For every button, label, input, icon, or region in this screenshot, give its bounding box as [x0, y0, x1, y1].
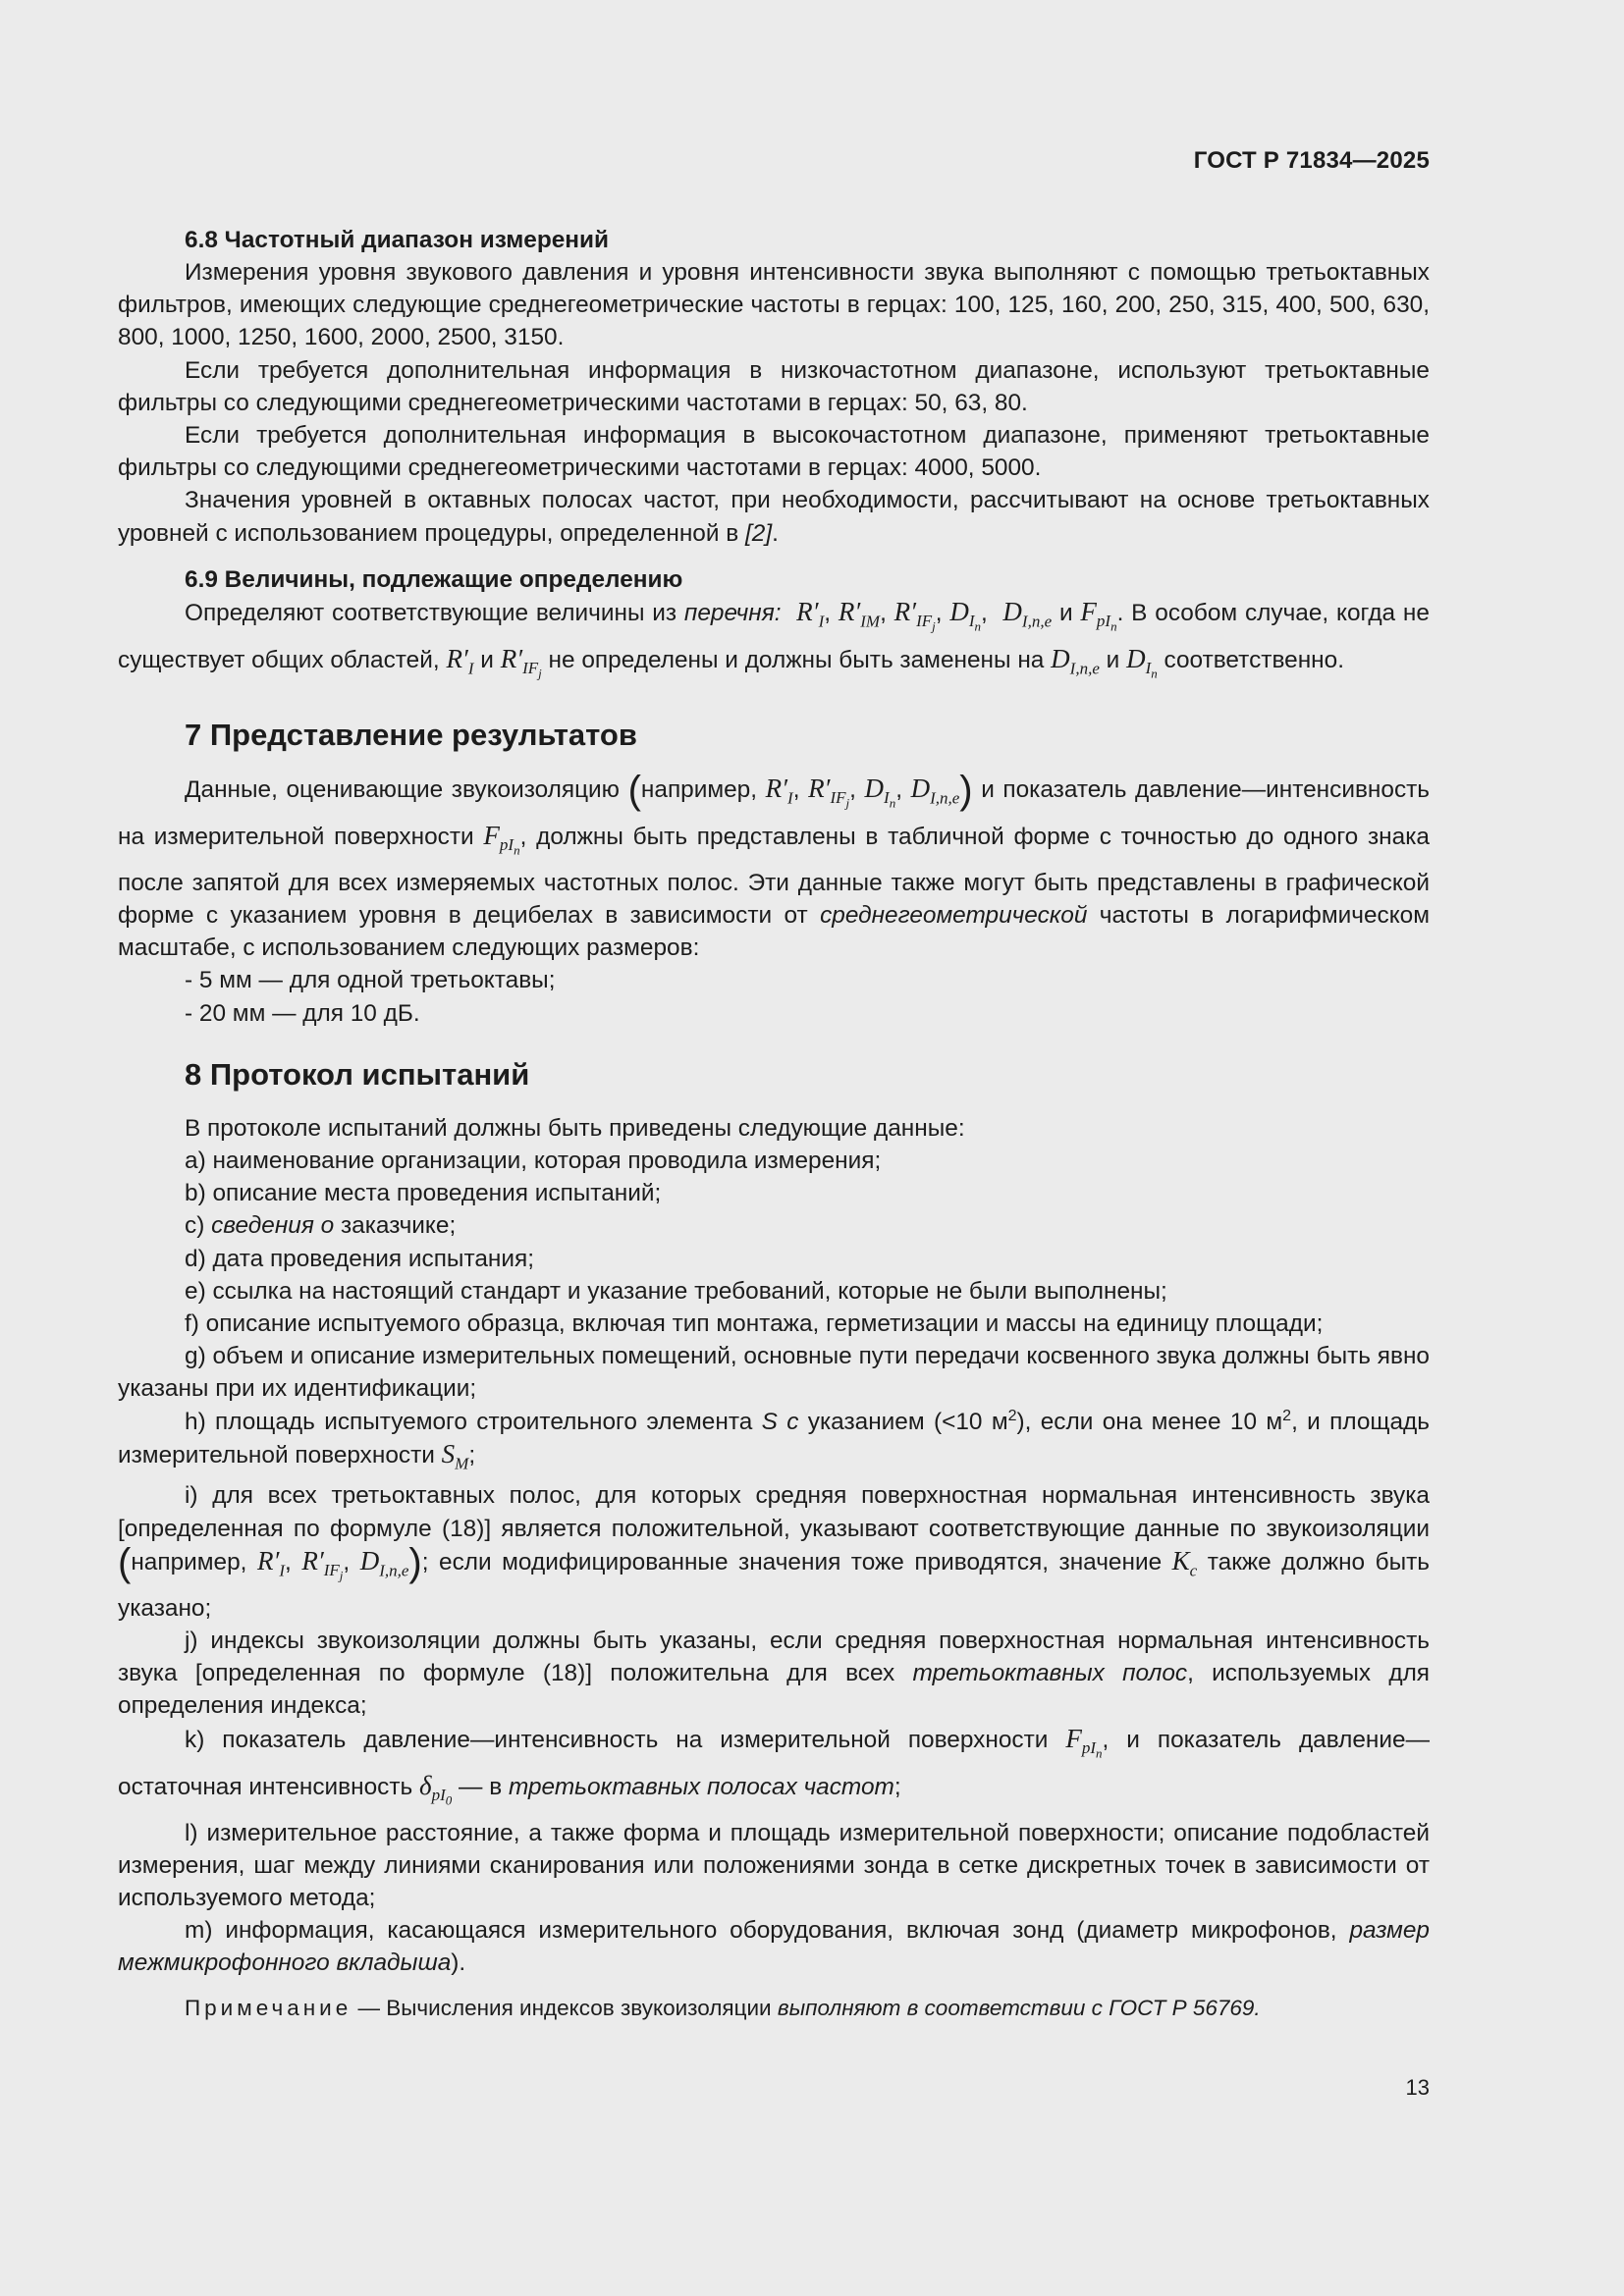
- list-item: i) для всех третьоктавных полос, для которых средняя поверхностная нормальная интенсивность звука [определенная по формуле (18)] является положительной, указывают соответствующие данные по звукоизоляции (например, $R'_I$, $R'_{IF_j}$, $D_{I,n,e}$); если модифицированные значения тоже приводятся, значение $K_c$ также должно быть указано;: [118, 1482, 1430, 1622]
- page-number: 13: [1405, 2075, 1430, 2100]
- section-8-heading: 8 Протокол испытаний: [185, 1056, 530, 1092]
- list-item: g) объем и описание измерительных помещений, основные пути передачи косвенного звука должны быть явно указаны при их идентификации;: [118, 1343, 1430, 1403]
- note: Примечание — Вычисления индексов звукоизоляции выполняют в соответствии с ГОСТ Р 56769.: [185, 1995, 1261, 2020]
- section-6-8-heading: 6.8 Частотный диапазон измерений: [185, 227, 610, 253]
- list-item: - 5 мм — для одной третьоктавы;: [185, 967, 556, 994]
- list-item: c) сведения о заказчике;: [185, 1212, 457, 1240]
- paragraph: Данные, оценивающие звукоизоляцию (например, $R'_I$, $R'_{IF_j}$, $D_{I_n}$, $D_{I,n,e}$) и показатель давление—интенсивность на измерительной поверхности $F_{pI_n}$, должны быть представлены в табличной форме с точностью до одного знака после запятой для всех измеряемых частотных полос. Эти данные также могут быть представлены в графической форме с указанием уровня в децибелах в зависимости от среднегеометрической частоты в логарифмическом масштабе, с использованием следующих размеров:: [118, 768, 1431, 962]
- note-label: Примечание: [185, 1995, 352, 2020]
- document-id: ГОСТ Р 71834—2025: [1193, 147, 1430, 174]
- paragraph: Если требуется дополнительная информация в низкочастотном диапазоне, используют третьоктавные фильтры со следующими среднегеометрическими частотами в герцах: 50, 63, 80.: [118, 356, 1430, 416]
- list-item: h) площадь испытуемого строительного элемента S c указанием (<10 $м^2$), если она менее 10 $м^2$, и площадь измерительной поверхности $S_M$;: [118, 1407, 1430, 1473]
- paragraph: Если требуется дополнительная информация в высокочастотном диапазоне, применяют третьоктавные фильтры со следующими среднегеометрическими частотами в герцах: 4000, 5000.: [118, 422, 1430, 482]
- list-item: d) дата проведения испытания;: [185, 1245, 534, 1272]
- section-6-9-heading: 6.9 Величины, подлежащие определению: [185, 565, 683, 593]
- list-item: - 20 мм — для 10 дБ.: [185, 999, 420, 1027]
- list-item: j) индексы звукоизоляции должны быть указаны, если средняя поверхностная нормальная интенсивность звука [определенная по формуле (18)] положительна для всех третьоктавных полос, используемых для определения индекса;: [118, 1628, 1431, 1720]
- reference: [2]: [745, 519, 773, 547]
- paragraph: Значения уровней в октавных полосах частот, при необходимости, рассчитывают на основе третьоктавных уровней с использованием процедуры, определенной в [2].: [118, 487, 1430, 547]
- list-item: k) показатель давление—интенсивность на измерительной поверхности $F_{pI_n}$, и показатель давление—остаточная интенсивность $\delta_{pI_0}$ — в третьоктавных полосах частот;: [118, 1723, 1430, 1808]
- list-item: b) описание места проведения испытаний;: [185, 1180, 662, 1207]
- section-7-heading: 7 Представление результатов: [185, 717, 637, 752]
- list-item: a) наименование организации, которая проводила измерения;: [185, 1147, 882, 1174]
- page-content: [118, 224, 1430, 2024]
- paragraph: Определяют соответствующие величины из перечня: $R'_I$, $R'_{IM}$, $R'_{IF_j}$, $D_{I_n}$, $D_{I,n,e}$ и $F_{pI_n}$. В особом случае, когда не существует общих областей, $R'_I$ и $R'_{IF_j}$ не определены и должны быть заменены на $D_{I,n,e}$ и $D_{I_n}$ соответственно.: [118, 596, 1430, 681]
- paragraph: Измерения уровня звукового давления и уровня интенсивности звука выполняют с помощью третьоктавных фильтров, имеющих следующие среднегеометрические частоты в герцах: 100, 125, 160, 200, 250, 315, 400, 500, 630, 800, 1000, 1250, 1600, 2000, 2500, 3150.: [118, 259, 1430, 351]
- list-item: e) ссылка на настоящий стандарт и указание требований, которые не были выполнены;: [185, 1277, 1167, 1305]
- list-item: m) информация, касающаяся измерительного оборудования, включая зонд (диаметр микрофонов, размер межмикрофонного вкладыша).: [118, 1917, 1430, 1977]
- list-item: f) описание испытуемого образца, включая тип монтажа, герметизации и массы на единицу площади;: [185, 1310, 1324, 1337]
- paragraph: В протоколе испытаний должны быть приведены следующие данные:: [185, 1114, 965, 1142]
- list-item: l) измерительное расстояние, а также форма и площадь измерительной поверхности; описание подобластей измерения, шаг между линиями сканирования или положениями зонда в сетке дискретных точек в зависимости от используемого метода;: [118, 1819, 1430, 1911]
